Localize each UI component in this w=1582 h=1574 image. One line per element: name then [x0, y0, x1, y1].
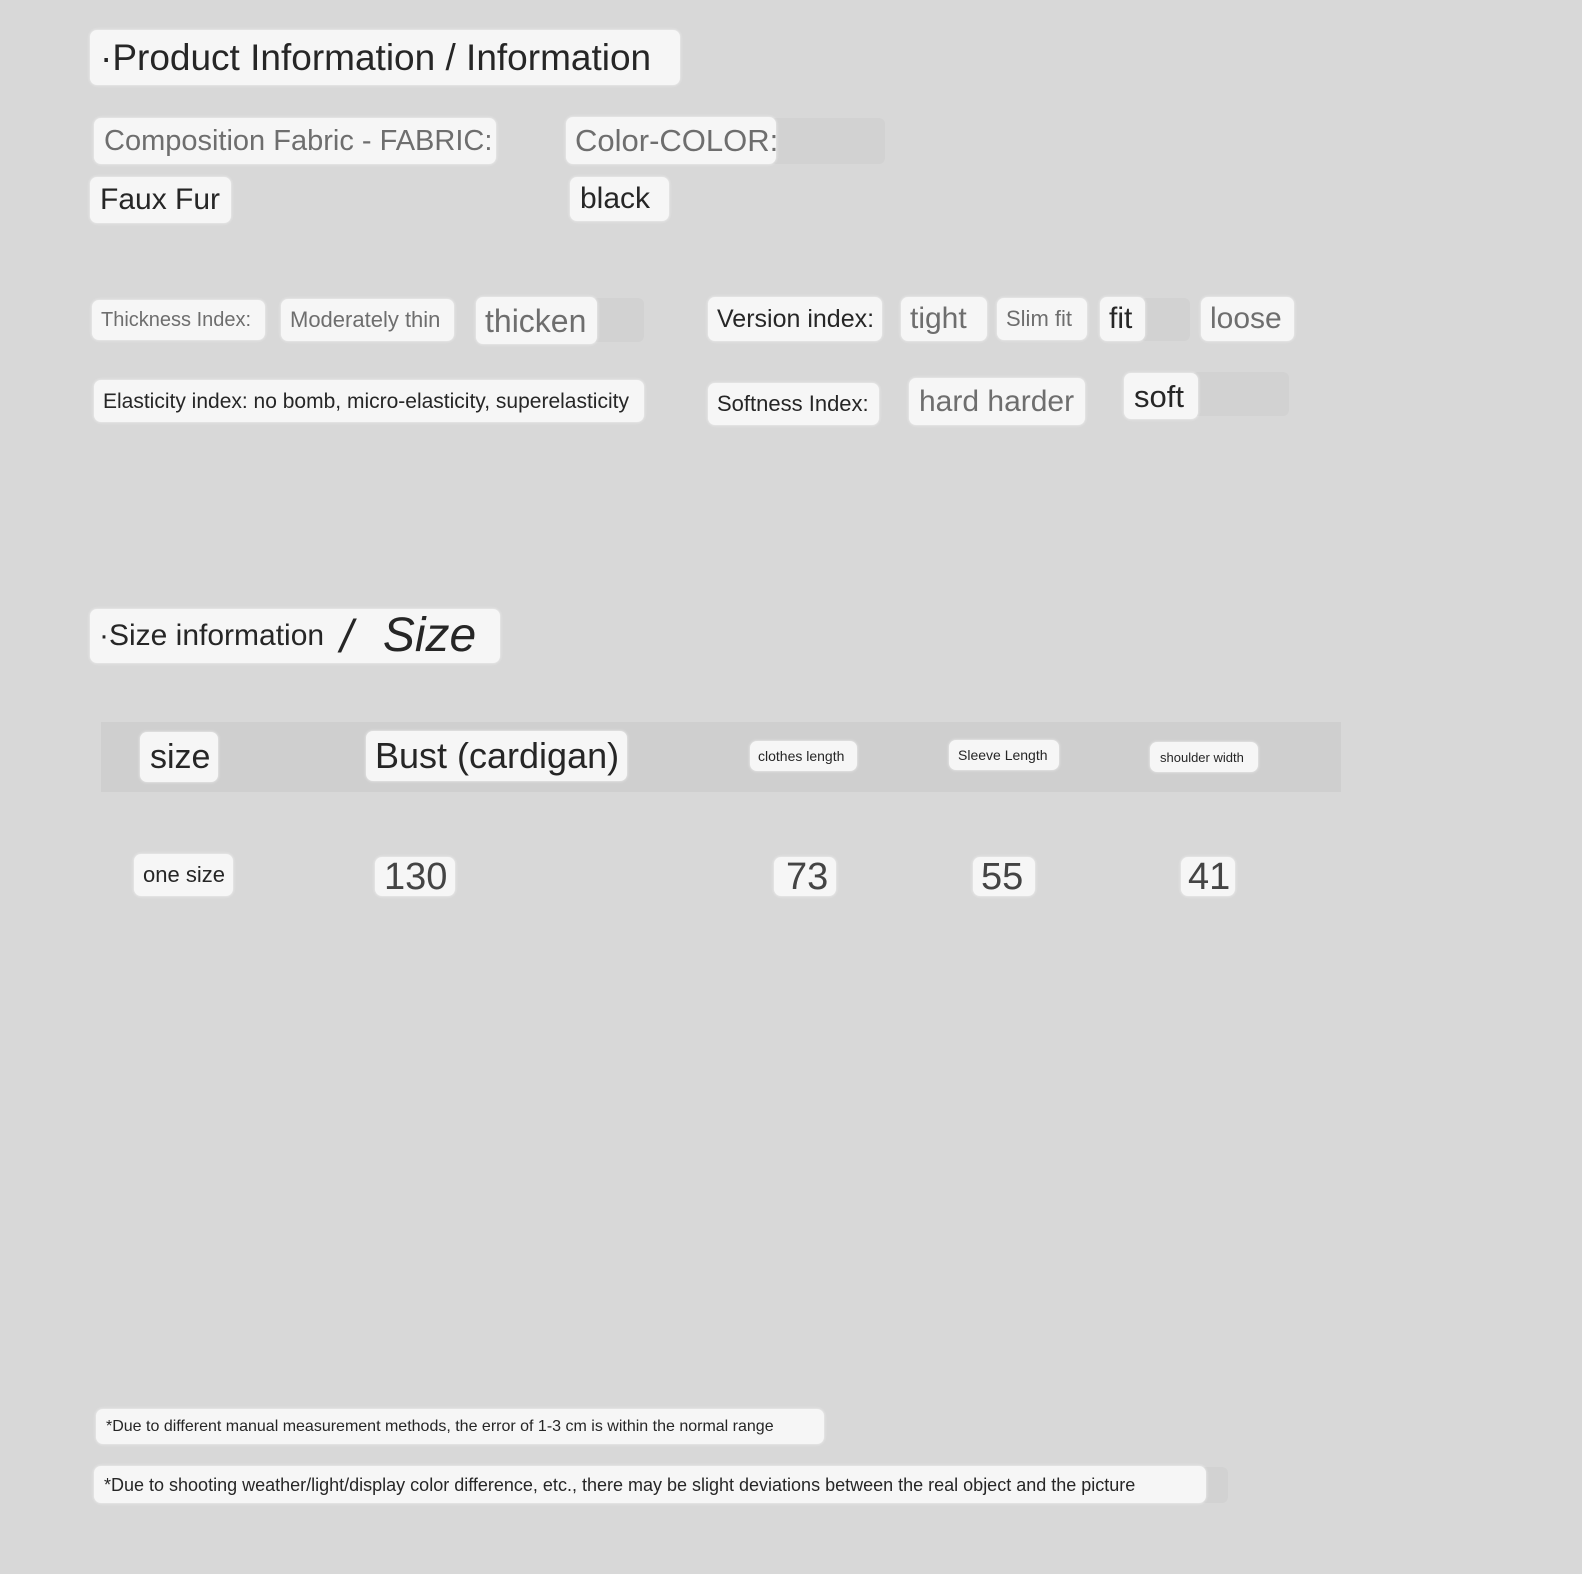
thickness-label: Thickness Index:	[92, 300, 265, 340]
fabric-label: Composition Fabric - FABRIC:	[94, 118, 496, 164]
elasticity-index: Elasticity index: no bomb, micro-elasticity, superelasticity	[94, 380, 644, 422]
version-option-fit: fit	[1100, 297, 1145, 341]
thickness-option-thicken: thicken	[476, 297, 597, 344]
size-table-cell-bust: 130	[375, 857, 455, 896]
size-table-header-size: size	[140, 732, 218, 782]
size-table-header-shoulder-width: shoulder width	[1150, 742, 1258, 772]
color-label: Color-COLOR:	[566, 117, 776, 164]
note-color-difference: *Due to shooting weather/light/display color difference, etc., there may be slight deviations between the real object and the picture	[94, 1466, 1206, 1503]
version-option-slim-fit: Slim fit	[997, 298, 1087, 340]
softness-label: Softness Index:	[708, 383, 879, 425]
size-table-cell-size: one size	[134, 854, 233, 896]
version-option-tight: tight	[901, 297, 987, 341]
thickness-option-shadow	[592, 298, 644, 342]
size-info-title: ·Size information / Size	[90, 609, 500, 663]
thickness-option-moderately-thin: Moderately thin	[281, 299, 454, 341]
version-option-loose: loose	[1201, 297, 1294, 341]
size-table-header-bust: Bust (cardigan)	[366, 731, 627, 781]
color-value: black	[570, 177, 669, 221]
size-table-header-clothes-length: clothes length	[750, 741, 857, 771]
version-option-shadow	[1140, 298, 1190, 341]
size-table-header-sleeve-length: Sleeve Length	[949, 740, 1059, 770]
color-label-shadow	[770, 118, 885, 164]
version-label: Version index:	[708, 297, 882, 341]
softness-option-shadow	[1192, 372, 1289, 416]
softness-option-soft: soft	[1124, 373, 1198, 419]
product-info-title: ·Product Information / Information	[90, 30, 680, 85]
fabric-value: Faux Fur	[90, 177, 231, 223]
softness-option-hard-harder: hard harder	[909, 378, 1085, 425]
size-table-cell-sleeve-length: 55	[973, 857, 1035, 896]
size-table-cell-shoulder-width: 41	[1181, 857, 1235, 896]
size-table-cell-clothes-length: 73	[774, 857, 836, 896]
note-measurement-error: *Due to different manual measurement methods, the error of 1-3 cm is within the normal range	[96, 1409, 824, 1444]
